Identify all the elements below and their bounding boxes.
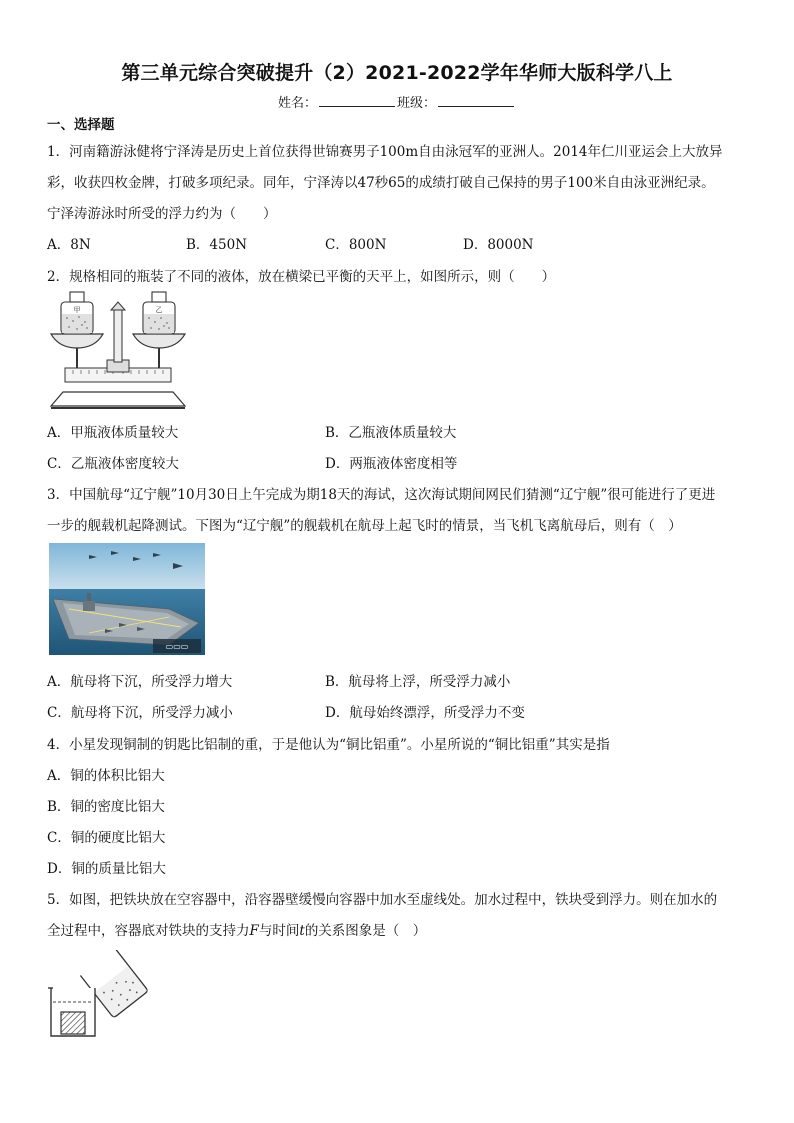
balance-scale-figure — [47, 288, 189, 410]
question-1-line-3: 宁泽涛游泳时所受的浮力约为（ ） — [47, 206, 277, 222]
question-1-line-1: 1．河南籍游泳健将宁泽涛是历史上首位获得世锦赛男子100m自由泳冠军的亚洲人。2014年仁川亚运会上大放异 — [47, 144, 723, 160]
question-2-line-1: 2．规格相同的瓶装了不同的液体，放在横梁已平衡的天平上，如图所示，则（ ） — [47, 269, 556, 285]
section-heading: 一、选择题 — [47, 117, 115, 133]
name-label: 姓名： — [277, 96, 317, 111]
question-3-option-a[interactable]: A．航母将下沉，所受浮力增大 — [47, 674, 233, 690]
question-3-option-c[interactable]: C．航母将下沉，所受浮力减小 — [47, 705, 233, 721]
question-2-option-a[interactable]: A．甲瓶液体质量较大 — [47, 425, 179, 441]
question-1-option-a[interactable]: A．8N — [47, 237, 91, 253]
question-3-option-d[interactable]: D．航母始终漂浮，所受浮力不变 — [325, 705, 525, 721]
page-title: 第三单元综合突破提升（2）2021-2022学年华师大版科学八上 — [121, 62, 673, 84]
question-1-line-2: 彩，收获四枚金牌，打破多项纪录。同年，宁泽涛以47秒65的成绩打破自己保持的男子100米自由泳亚洲纪录。 — [47, 175, 715, 191]
question-4-option-a[interactable]: A．铜的体积比铝大 — [47, 768, 165, 784]
question-4-option-c[interactable]: C．铜的硬度比铝大 — [47, 830, 166, 846]
name-blank[interactable] — [319, 94, 395, 107]
question-1-option-c[interactable]: C．800N — [325, 237, 387, 253]
var-t: t — [299, 923, 305, 939]
bottle-jia-label: 甲 — [73, 306, 81, 314]
question-5-line-2-start: 全过程中，容器底对铁块的支持力 — [47, 923, 250, 939]
class-label: 班级： — [397, 96, 437, 111]
var-f: F — [249, 923, 259, 939]
bottle-yi-label: 乙 — [155, 306, 163, 314]
question-1-option-d[interactable]: D．8000N — [463, 237, 534, 253]
question-3-line-2: 一步的舰载机起降测试。下图为“辽宁舰”的舰载机在航母上起飞时的情景，当飞机飞离航母后，则有（ ） — [47, 518, 682, 534]
question-1-option-b[interactable]: B．450N — [186, 237, 248, 253]
svg-text:▭▭▭: ▭▭▭ — [165, 642, 189, 651]
question-5-line-1: 5．如图，把铁块放在空容器中，沿容器壁缓慢向容器中加水至虚线处。加水过程中，铁块受到浮力。则在加水的 — [47, 892, 718, 908]
question-2-option-b[interactable]: B．乙瓶液体质量较大 — [325, 425, 457, 441]
question-4-option-b[interactable]: B．铜的密度比铝大 — [47, 799, 165, 815]
question-2-option-d[interactable]: D．两瓶液体密度相等 — [325, 456, 458, 472]
question-2-option-c[interactable]: C．乙瓶液体密度较大 — [47, 456, 179, 472]
aircraft-carrier-photo — [49, 543, 205, 655]
beaker-pouring-figure — [47, 950, 157, 1040]
question-4-option-d[interactable]: D．铜的质量比铝大 — [47, 861, 166, 877]
question-5-line-2-mid: 与时间 — [258, 923, 300, 939]
question-3-line-1: 3．中国航母“辽宁舰”10月30日上午完成为期18天的海试，这次海试期间网民们猜测“辽宁舰”很可能进行了更进 — [47, 487, 716, 503]
class-blank[interactable] — [438, 94, 514, 107]
question-4-line-1: 4．小星发现铜制的钥匙比铝制的重，于是他认为“铜比铝重”。小星所说的“铜比铝重”其实是指 — [47, 737, 610, 753]
student-info-line — [0, 92, 794, 111]
question-3-option-b[interactable]: B．航母将上浮，所受浮力减小 — [325, 674, 511, 690]
question-5-line-2-end: 的关系图象是（ ） — [304, 923, 427, 939]
question-5-line-2 — [47, 919, 426, 939]
